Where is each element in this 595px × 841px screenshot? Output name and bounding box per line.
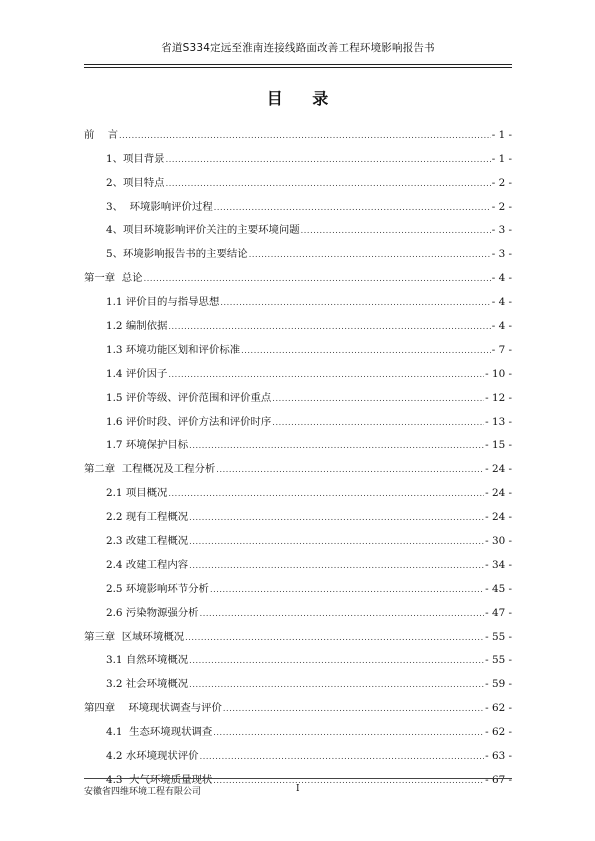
toc-entry-page: - 7 -	[491, 343, 512, 356]
toc-entry-label: 第一章 总论	[84, 272, 143, 285]
toc-entry-page: - 4 -	[491, 296, 512, 309]
toc-entry-page: - 34 -	[485, 558, 512, 571]
toc-dot-leader	[301, 224, 491, 237]
toc-section-entry[interactable]	[84, 309, 512, 333]
toc-entry-page: - 24 -	[485, 463, 512, 476]
toc-entry-page: - 62 -	[485, 726, 512, 739]
toc-entry-label: 3、 环境影响评价过程	[106, 200, 213, 213]
toc-entry-label: 4.2 水环境现状评价	[106, 750, 199, 763]
toc-entry-page: - 67 -	[485, 773, 512, 786]
toc-entry-label: 1.7 环境保护目标	[106, 439, 189, 452]
toc-dot-leader	[249, 248, 491, 261]
toc-dot-leader	[166, 177, 491, 190]
toc-section-entry[interactable]	[84, 500, 512, 524]
toc-dot-leader	[144, 272, 491, 285]
toc-section-entry[interactable]	[84, 572, 512, 596]
toc-entry-label: 第二章 工程概况及工程分析	[84, 463, 216, 476]
toc-section-entry[interactable]	[84, 166, 512, 190]
toc-section-entry[interactable]	[84, 667, 512, 691]
toc-dot-leader	[189, 511, 484, 524]
toc-entry-label: 1.5 评价等级、评价范围和评价重点	[106, 391, 272, 404]
toc-dot-leader	[166, 153, 491, 166]
toc-section-entry[interactable]	[84, 142, 512, 166]
toc-dot-leader	[216, 463, 484, 476]
toc-entry-page: - 62 -	[485, 702, 512, 715]
toc-entry-page: - 4 -	[491, 320, 512, 333]
toc-entry-page: - 2 -	[491, 176, 512, 189]
toc-entry-page: - 2 -	[491, 200, 512, 213]
toc-dot-leader	[220, 296, 490, 309]
toc-dot-leader	[213, 726, 484, 739]
toc-entry-label: 2、项目特点	[106, 176, 165, 189]
toc-chapter-entry[interactable]	[84, 118, 512, 142]
toc-dot-leader	[272, 416, 484, 429]
toc-chapter-entry[interactable]	[84, 691, 512, 715]
toc-section-entry[interactable]	[84, 405, 512, 429]
toc-entry-label: 5、环境影响报告书的主要结论	[106, 248, 248, 261]
toc-dot-leader	[210, 583, 484, 596]
toc-dot-leader	[185, 631, 484, 644]
toc-entry-label: 4.1 生态环境现状调查	[106, 726, 213, 739]
toc-entry-label: 1.3 环境功能区划和评价标准	[106, 343, 241, 356]
toc-entry-page: - 13 -	[485, 415, 512, 428]
toc-dot-leader	[168, 368, 484, 381]
toc-dot-leader	[189, 678, 484, 691]
toc-chapter-entry[interactable]	[84, 261, 512, 285]
toc-section-entry[interactable]	[84, 237, 512, 261]
running-header: 省道S334定远至淮南连接线路面改善工程环境影响报告书	[161, 42, 435, 54]
toc-section-entry[interactable]	[84, 333, 512, 357]
footer-rule	[84, 778, 512, 779]
toc-dot-leader	[168, 320, 490, 333]
toc-section-entry[interactable]	[84, 644, 512, 668]
toc-entry-page: - 3 -	[491, 224, 512, 237]
header-rule-thin	[84, 67, 512, 68]
toc-dot-leader	[168, 487, 484, 500]
toc-section-entry[interactable]	[84, 524, 512, 548]
toc-dot-leader	[272, 392, 484, 405]
toc-section-entry[interactable]	[84, 739, 512, 763]
toc-chapter-entry[interactable]	[84, 452, 512, 476]
toc-section-entry[interactable]	[84, 285, 512, 309]
toc-entry-label: 1.6 评价时段、评价方法和评价时序	[106, 415, 272, 428]
toc-entry-page: - 12 -	[485, 391, 512, 404]
toc-section-entry[interactable]	[84, 429, 512, 453]
toc-entry-page: - 47 -	[485, 606, 512, 619]
toc-entry-page: - 45 -	[485, 582, 512, 595]
toc-dot-leader	[214, 201, 491, 214]
toc-entry-page: - 24 -	[485, 487, 512, 500]
toc-section-entry[interactable]	[84, 357, 512, 381]
toc-entry-label: 4、项目环境影响评价关注的主要环境问题	[106, 224, 300, 237]
toc-entry-label: 2.4 改建工程内容	[106, 558, 189, 571]
toc-entry-label: 4.3 大气环境质量现状	[106, 773, 213, 786]
toc-dot-leader	[189, 559, 484, 572]
table-of-contents	[84, 118, 512, 787]
toc-entry-page: - 4 -	[491, 272, 512, 285]
toc-entry-label: 前 言	[84, 128, 118, 141]
toc-entry-label: 2.6 污染物源强分析	[106, 606, 199, 619]
toc-section-entry[interactable]	[84, 548, 512, 572]
toc-entry-label: 1、项目背景	[106, 152, 165, 165]
toc-entry-page: - 63 -	[485, 750, 512, 763]
toc-entry-label: 2.1 项目概况	[106, 487, 168, 500]
toc-entry-label: 3.1 自然环境概况	[106, 654, 189, 667]
toc-entry-label: 第三章 区域环境概况	[84, 630, 185, 643]
toc-title: 目 录	[266, 89, 341, 108]
toc-chapter-entry[interactable]	[84, 620, 512, 644]
toc-dot-leader	[189, 535, 484, 548]
toc-section-entry[interactable]	[84, 596, 512, 620]
toc-entry-page: - 55 -	[485, 654, 512, 667]
toc-dot-leader	[241, 344, 491, 357]
toc-dot-leader	[200, 750, 485, 763]
toc-section-entry[interactable]	[84, 476, 512, 500]
toc-dot-leader	[213, 774, 484, 787]
toc-entry-label: 3.2 社会环境概况	[106, 678, 189, 691]
toc-section-entry[interactable]	[84, 214, 512, 238]
header-rule-thick	[84, 64, 512, 65]
toc-entry-page: - 59 -	[485, 678, 512, 691]
toc-entry-label: 2.5 环境影响环节分析	[106, 582, 209, 595]
toc-entry-page: - 1 -	[491, 128, 512, 141]
toc-section-entry[interactable]	[84, 715, 512, 739]
toc-section-entry[interactable]	[84, 190, 512, 214]
toc-dot-leader	[200, 607, 485, 620]
footer-company: 安徽省四维环境工程有限公司	[84, 787, 202, 797]
toc-entry-label: 2.3 改建工程概况	[106, 535, 189, 548]
toc-dot-leader	[189, 439, 484, 452]
toc-entry-label: 1.1 评价目的与指导思想	[106, 296, 220, 309]
toc-dot-leader	[119, 129, 491, 142]
toc-dot-leader	[189, 654, 484, 667]
toc-entry-page: - 30 -	[485, 535, 512, 548]
footer-page-number: I	[296, 784, 300, 794]
toc-entry-label: 第四章 环境现状调查与评价	[84, 702, 222, 715]
toc-entry-page: - 3 -	[491, 248, 512, 261]
toc-entry-page: - 1 -	[491, 152, 512, 165]
toc-entry-label: 1.4 评价因子	[106, 367, 168, 380]
toc-entry-page: - 55 -	[485, 630, 512, 643]
toc-entry-label: 1.2 编制依据	[106, 320, 168, 333]
toc-entry-page: - 15 -	[485, 439, 512, 452]
toc-dot-leader	[223, 702, 484, 715]
toc-section-entry[interactable]	[84, 381, 512, 405]
toc-entry-label: 2.2 现有工程概况	[106, 511, 189, 524]
toc-entry-page: - 24 -	[485, 511, 512, 524]
toc-entry-page: - 10 -	[485, 367, 512, 380]
